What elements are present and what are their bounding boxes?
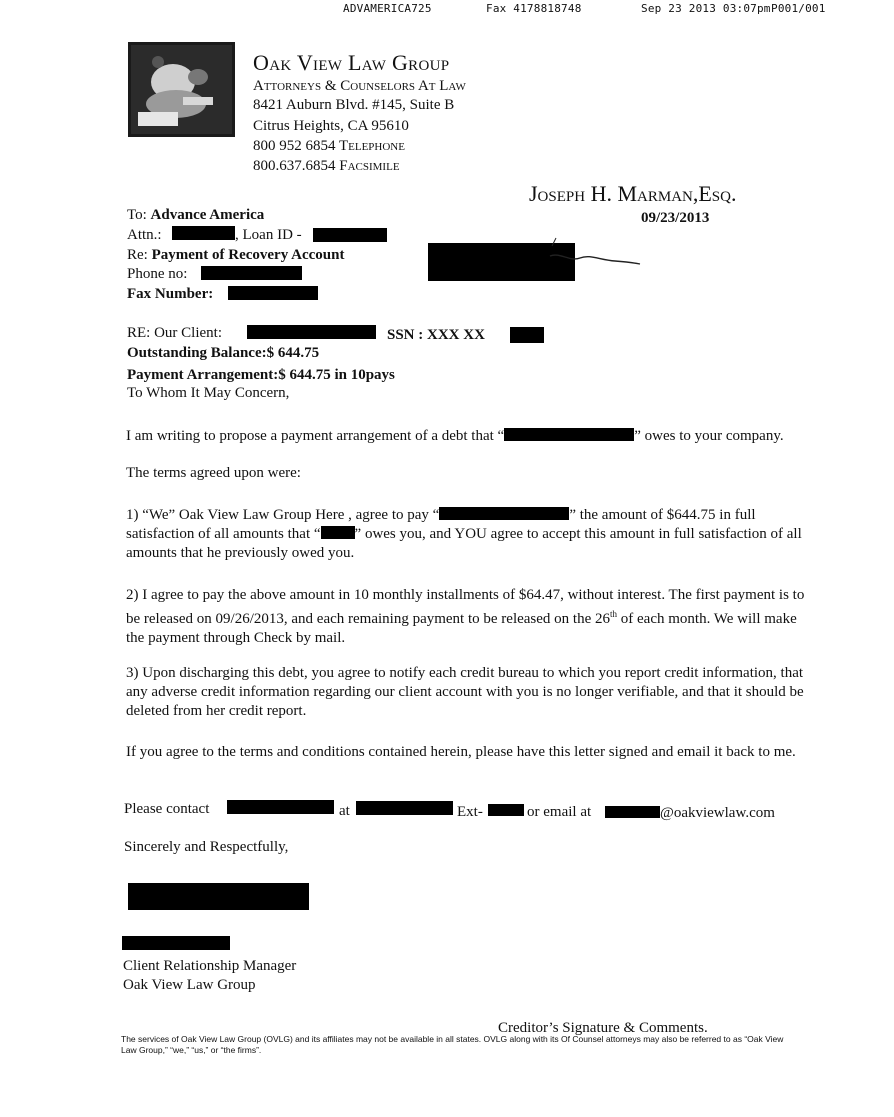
to-label: To: (127, 207, 147, 223)
intro-text-start: I am writing to propose a payment arrangement of a debt that “ (126, 428, 505, 444)
firm-address-line1: 8421 Auburn Blvd. #145, Suite B (253, 97, 455, 113)
term-1-text-b: ” the amount of $644.75 in full satisfaction of all amounts that “ (126, 507, 756, 542)
manager-title: Client Relationship Manager (123, 958, 297, 974)
contact-email-label: or email at (527, 804, 592, 820)
to-recipient: Advance America (150, 207, 265, 223)
redaction-contact-name (227, 800, 334, 814)
closing-line: Sincerely and Respectfully, (124, 839, 289, 855)
term-2-superscript: th (610, 609, 618, 619)
ssn-label: SSN : XXX XX (387, 327, 485, 343)
contact-ext-label: Ext- (457, 804, 483, 820)
re-client-label: RE: Our Client: (127, 325, 222, 341)
creditor-signature-label: Creditor’s Signature & Comments. (498, 1020, 708, 1036)
contact-at-label: at (339, 803, 350, 819)
contact-email-domain: @oakviewlaw.com (660, 805, 775, 821)
re-line (127, 246, 344, 265)
redaction-manager-name (122, 936, 230, 950)
redaction-manager-signature (128, 883, 309, 910)
re-subject: Payment of Recovery Account (151, 247, 345, 263)
firm-subtitle: Attorneys & Counselors At Law (253, 78, 466, 94)
fax-timestamp: Sep 23 2013 03:07pm (641, 2, 771, 15)
footer-disclaimer: The services of Oak View Law Group (OVLG) and its affiliates may not be available in all states. OVLG along with its Of Counsel attorneys may also be referred to as “Oak View Law Group,” “we,” “us,” or “the firms”. (121, 1034, 784, 1055)
redaction-loan-id (313, 228, 387, 242)
term-2-text-a: 2) I agree to pay the above amount in 10 monthly installments of $64.47, without interest. The first payment is to be released on 09/26/2013, and each remaining payment to be released on the 26 (126, 587, 805, 627)
redaction-extension (488, 804, 524, 816)
signature-scrawl-icon (540, 234, 645, 268)
firm-address-line2: Citrus Heights, CA 95610 (253, 118, 409, 134)
term-2-text-b: of each month. We will make the payment through Check by mail. (126, 611, 797, 646)
phone-label: Phone no: (127, 266, 188, 282)
intro-text-end: ” owes to your company. (634, 428, 784, 444)
firm-fax: 800.637.6854 Facsimile (253, 158, 400, 174)
attorney-name: Joseph H. Marman,Esq. (529, 181, 737, 206)
redaction-client-ref (321, 526, 355, 539)
manager-organization: Oak View Law Group (123, 977, 256, 993)
salutation: To Whom It May Concern, (127, 385, 290, 401)
term-1-text-c: ” owes you, and YOU agree to accept this amount in full satisfaction of all amounts that he previously owed you. (126, 526, 802, 561)
redaction-debtor-name (504, 428, 634, 441)
re-label: Re: (127, 247, 148, 263)
contact-label: Please contact (124, 801, 210, 817)
redaction-contact-phone (356, 801, 453, 815)
redaction-email-user (605, 806, 660, 818)
agreement-paragraph: If you agree to the terms and conditions contained herein, please have this letter signed and email it back to me. (126, 744, 796, 760)
redaction-payee-name (439, 507, 569, 520)
attn-label: Attn.: (127, 227, 162, 243)
terms-heading: The terms agreed upon were: (126, 465, 301, 481)
term-1-paragraph (126, 506, 806, 563)
intro-paragraph (126, 427, 806, 446)
to-line (127, 206, 264, 225)
firm-phone: 800 952 6854 Telephone (253, 138, 405, 154)
redaction-client-name (247, 325, 376, 339)
payment-arrangement: Payment Arrangement:$ 644.75 in 10pays (127, 367, 395, 383)
redaction-attn (172, 226, 235, 240)
redaction-ssn (510, 327, 544, 343)
fax-sender-id: ADVAMERICA725 (343, 2, 432, 15)
fax-number: Fax 4178818748 (486, 2, 582, 15)
fax-number-label: Fax Number: (127, 286, 214, 302)
firm-name: Oak View Law Group (253, 50, 450, 75)
redaction-phone (201, 266, 302, 280)
firm-logo-photo (128, 42, 235, 137)
logo-image-icon (128, 42, 235, 137)
letter-date: 09/23/2013 (641, 210, 710, 226)
outstanding-balance: Outstanding Balance:$ 644.75 (127, 345, 320, 361)
loan-id-label: , Loan ID - (235, 227, 302, 243)
term-1-text-a: 1) “We” Oak View Law Group Here , agree to pay “ (126, 507, 440, 523)
term-3-paragraph: 3) Upon discharging this debt, you agree to notify each credit bureau to which you report credit information, that any adverse credit information regarding our client account with you is no longer verifiable, and that it should be deleted from her credit report. (126, 665, 804, 719)
term-2-paragraph (126, 586, 806, 648)
fax-page-count: P001/001 (771, 2, 826, 15)
redaction-fax-number (228, 286, 318, 300)
